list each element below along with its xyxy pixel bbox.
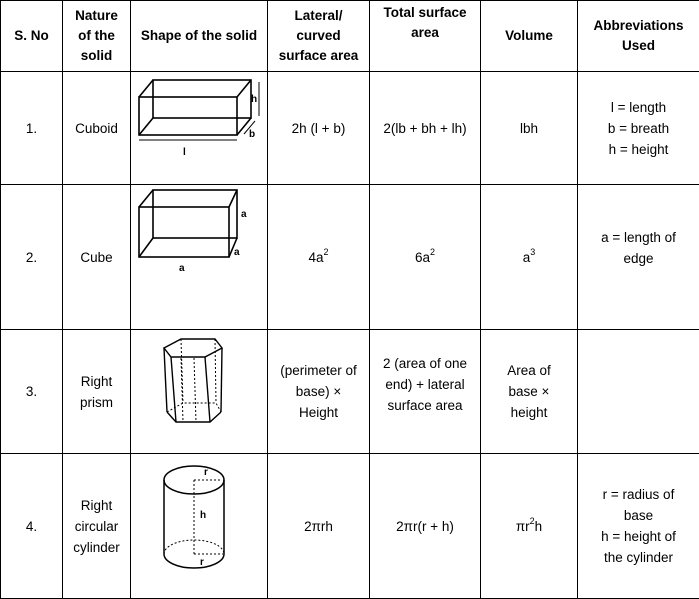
header-sno: S. No: [1, 1, 63, 72]
row-abbrev: r = radius of base h = height of the cylinder: [578, 454, 699, 599]
table-row: [1, 72, 699, 185]
label-r-top: r: [204, 467, 208, 478]
header-nature: Nature of the solid: [63, 1, 131, 72]
row-lateral: 2h (l + b): [268, 72, 370, 185]
row-lateral: $4a^2$: [268, 185, 370, 330]
label-b: b: [249, 129, 255, 140]
header-row: [1, 1, 699, 72]
label-h: h: [251, 94, 257, 105]
header-volume: Volume: [481, 1, 578, 72]
cube-figure: [131, 185, 267, 323]
header-lateral: Lateral/ curved surface area: [268, 1, 370, 72]
prism-figure: [131, 330, 267, 447]
row-total: 2πr(r + h): [370, 454, 481, 599]
row-abbrev: a = length of edge: [578, 185, 699, 330]
row-sno: 3.: [1, 330, 63, 454]
row-total: $6a^2$: [370, 185, 481, 330]
row-volume: lbh: [481, 72, 578, 185]
label-a-length: a: [179, 263, 185, 274]
header-total: Total surface area: [370, 1, 481, 72]
row-abbrev: [578, 330, 699, 454]
label-a-depth: a: [234, 247, 240, 258]
table-row: [1, 454, 699, 599]
label-h-cyl: h: [200, 510, 206, 521]
row-total: 2(lb + bh + lh): [370, 72, 481, 185]
label-a-height: a: [241, 209, 247, 220]
row-lateral: (perimeter of base) × Height: [268, 330, 370, 454]
table-row: [1, 330, 699, 454]
row-shape: [131, 72, 268, 185]
row-total: 2 (area of one end) + lateral surface area: [370, 330, 481, 454]
row-nature: Right prism: [63, 330, 131, 454]
cylinder-figure: [131, 454, 267, 592]
cuboid-figure: [131, 72, 267, 178]
row-sno: 4.: [1, 454, 63, 599]
row-nature: Cube: [63, 185, 131, 330]
header-shape: Shape of the solid: [131, 1, 268, 72]
label-r-bottom: r: [200, 557, 204, 568]
row-lateral: 2πrh: [268, 454, 370, 599]
row-volume: $a^3$: [481, 185, 578, 330]
row-volume: $\pi r^2h$: [481, 454, 578, 599]
row-sno: 1.: [1, 72, 63, 185]
row-nature: Right circular cylinder: [63, 454, 131, 599]
row-shape: [131, 185, 268, 330]
row-volume: Area of base × height: [481, 330, 578, 454]
row-shape: [131, 330, 268, 454]
row-sno: 2.: [1, 185, 63, 330]
header-abbrev: Abbreviations Used: [578, 1, 699, 72]
row-abbrev: l = length b = breath h = height: [578, 72, 699, 185]
row-shape: [131, 454, 268, 599]
table-row: [1, 185, 699, 330]
label-l: l: [183, 147, 186, 158]
row-nature: Cuboid: [63, 72, 131, 185]
